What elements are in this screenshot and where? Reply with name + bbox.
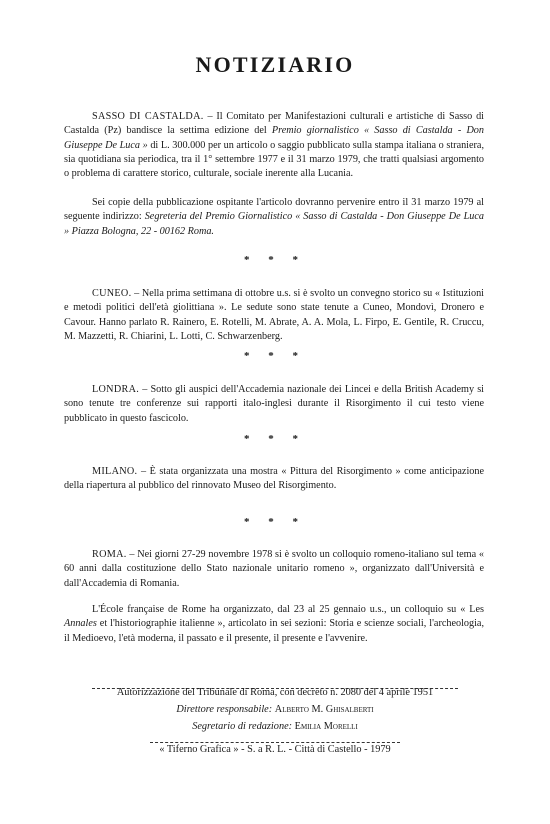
news-roma-place: ROMA. [92,549,127,560]
news-cuneo-place: CUNEO. [92,288,132,299]
colophon [60,684,490,758]
colophon-printer: « Tiferno Grafica » - S. a R. L. - Città di Castello - 1979 [159,744,391,755]
news-sasso-prize-name: Premio giornalistico « Sasso di Castalda - Don Giuseppe De Luca » [64,125,484,151]
news-sasso-place: SASSO DI CASTALDA. [92,111,204,122]
news-sasso-address: Segreteria del Premio Giornalistico « Sasso di Castalda - Don Giuseppe De Luca » Piazza Bologna, 22 - 00162 Roma. [64,211,484,237]
section-separator: * * * [244,516,306,528]
colophon-secretary [60,718,490,735]
news-londra-text: – Sotto gli auspici dell'Accademia nazionale dei Lincei e della British Academy si sono tenute tre conferenze sui rapporti italo-inglesi durante il Risorgimento il cui testo viene pubblicato in questo fascicolo. [64,384,484,424]
news-roma-text-2c: et l'historiographie italienne », articolato in sei sezioni: Storia e scienze sociali, l'archeologia, il Medioevo, l'età moderna, il passato e il presente, il presente e l'avvenire. [64,618,484,644]
section-separator: * * * [244,433,306,445]
news-sasso-paragraph [64,110,484,181]
news-londra-paragraph [64,383,484,426]
news-roma-paragraph-2 [64,603,484,646]
colophon-secretary-label: Segretario di redazione: [192,721,293,732]
colophon-director [60,701,490,718]
colophon-secretary-name: Emilia Morelli [294,721,358,732]
news-sasso-paragraph-2 [64,196,484,239]
news-roma-text-2a: L'École française de Rome ha organizzato, dal 23 al 25 gennaio u.s., un colloquio su « Les [92,604,484,615]
news-roma-paragraph [64,548,484,591]
news-sasso-text-1: – Il Comitato per Manifestazioni culturali e artistiche di Sasso di Castalda (Pz) bandisce la settima edizione del [64,111,484,137]
section-separator: * * * [244,350,306,362]
news-milano-paragraph [64,465,484,494]
news-londra-place: LONDRA. [92,384,140,395]
page-title: NOTIZIARIO [195,52,355,77]
section-separator: * * * [244,254,306,266]
colophon-authorization: Autorizzazione del Tribunale di Roma, con decreto n. 2080 del 4 aprile 1951 [116,687,434,698]
colophon-director-name: Alberto M. Ghisalberti [274,704,374,715]
news-milano-text: – È stata organizzata una mostra « Pittura del Risorgimento » come anticipazione della riapertura al pubblico del rinnovato Museo del Risorgimento. [64,466,484,492]
news-sasso-text-3: Sei copie della pubblicazione ospitante l'articolo dovranno pervenire entro il 31 marzo 1979 al seguente indirizzo: [64,197,484,223]
news-sasso-text-2: di L. 300.000 per un articolo o saggio pubblicato sulla stampa italiana o straniera, sia quotidiana sia periodica, tra il 1° settembre 1977 e il 31 marzo 1979, che tratti qualsiasi argomento o problema di carattere storico, culturale, sociale inerente alla Lucania. [64,139,484,180]
news-cuneo-paragraph [64,287,484,344]
footer-middle-rule [150,742,400,743]
colophon-director-label: Direttore responsabile: [176,704,273,715]
news-milano-place: MILANO. [92,466,138,477]
news-roma-text: – Nei giorni 27-29 novembre 1978 si è svolto un colloquio romeno-italiano sul tema « 60 anni dalla costituzione dello Stato nazionale unitario romeno », organizzato dall'Università e dall'Accademia di Romania. [64,549,484,589]
news-roma-annales: Annales [64,618,97,630]
news-cuneo-text: – Nella prima settimana di ottobre u.s. si è svolto un convegno storico su « Istituzioni e metodi politici dell'età giolittiana ». Le sedute sono state tenute a Cuneo, Mondovì, Dronero e Cavour. Hanno parlato R. Rainero, E. Rotelli, M. Abrate, A. A. Mola, L. Firpo, E. Gentile, R. Cruccu, M. Mazzetti, R. Chiarini, L. Lotti, C. Schwarzenberg. [64,288,484,342]
